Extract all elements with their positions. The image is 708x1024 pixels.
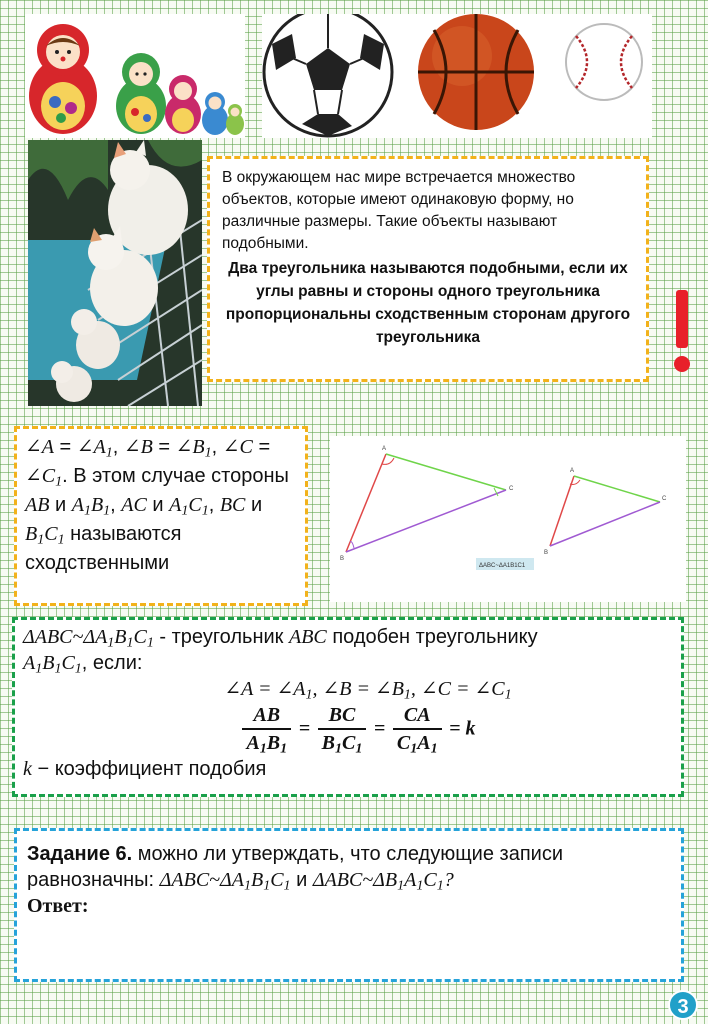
task-title: Задание 6.	[27, 843, 133, 865]
sides-text-1: . В этом случае стороны	[62, 465, 289, 487]
similarity-text-1: - треугольник	[159, 626, 284, 648]
vertex-label-a1: A	[570, 468, 575, 474]
sides-and-1: и	[55, 494, 67, 516]
cats-photo	[28, 140, 202, 406]
vertex-label-c: C	[509, 486, 514, 492]
task-text: Задание 6. можно ли утверждать, что следующие записи равнозначны: $\Delta ABC\sim\Delta A_1B_1C_1$ и $\Delta ABC\sim\Delta B_1A_1C_1$?	[27, 843, 563, 894]
coefficient-line: k − коэффициент подобия	[23, 758, 267, 780]
similar-triangles-diagram	[330, 436, 686, 602]
doll-smallest	[226, 104, 244, 135]
sides-and-2: и	[152, 494, 164, 516]
matryoshka-dolls-image	[25, 14, 245, 138]
vertex-label-b1: B	[544, 550, 549, 556]
definition-intro: В окружающем нас мире встречается множество объектов, которые имеют одинаковую форму, но различные размеры. Такие объекты называют подобными.	[222, 169, 576, 252]
doll-medium	[116, 53, 166, 134]
doll-small	[165, 75, 201, 134]
sides-text-2: называются сходственными	[25, 523, 182, 574]
triangle-abc	[340, 446, 514, 562]
coefficient-text: − коэффициент подобия	[37, 758, 267, 780]
vertex-label-b: B	[340, 556, 345, 562]
similarity-line-2: $A_1B_1C_1$, если:	[23, 652, 143, 677]
corresponding-sides-box	[14, 426, 308, 606]
sides-and-3: и	[250, 494, 263, 516]
vertex-label-a: A	[382, 446, 387, 452]
similarity-text-2: подобен треугольнику	[332, 626, 538, 648]
doll-large	[29, 24, 97, 134]
similarity-text-3: , если:	[81, 652, 143, 674]
basketball	[418, 14, 534, 130]
definition-box	[207, 156, 649, 382]
sides-text: ∠A = $\angle A_1$, ∠B = $\angle B_1$, ∠C = $\angle C_1$. В этом случае стороны AB и $A_1B_1$, AC и $A_1C_1$, BC и $B_1C_1$ называются сходственными	[25, 436, 289, 574]
angles-equality: ∠A = $\angle A_1$, ∠B = $\angle B_1$, ∠C = $\angle C_1$	[224, 678, 512, 703]
page-number-badge: 3	[668, 990, 698, 1020]
triangle-a1b1c1	[544, 468, 667, 556]
balls-image	[262, 14, 652, 138]
task-question: можно ли утверждать, что следующие записи равнозначны:	[27, 843, 563, 891]
similarity-line-1: $\Delta ABC\sim\Delta A_1B_1C_1$ - треугольник ABC подобен треугольнику	[23, 626, 538, 651]
answer-label: Ответ:	[27, 895, 89, 917]
task-box	[14, 828, 684, 982]
triangles-caption: ΔABC~ΔA1B1C1	[479, 563, 526, 569]
doll-smaller	[202, 92, 228, 135]
similarity-box	[12, 617, 684, 797]
definition-rule: Два треугольника называются подобными, если их углы равны и стороны одного треугольника пропорциональны сходственным сторонам другого треугольника	[225, 260, 631, 346]
ratio-formula: $\frac{AB}{A_1B_1}$ = $\frac{BC}{B_1C_1}$ = $\frac{CA}{C_1A_1}$ = k	[23, 702, 673, 756]
baseball	[566, 24, 642, 100]
exclamation-icon	[670, 290, 694, 374]
soccer-ball	[264, 14, 392, 136]
vertex-label-c1: C	[662, 496, 667, 502]
task-and: и	[296, 869, 308, 891]
